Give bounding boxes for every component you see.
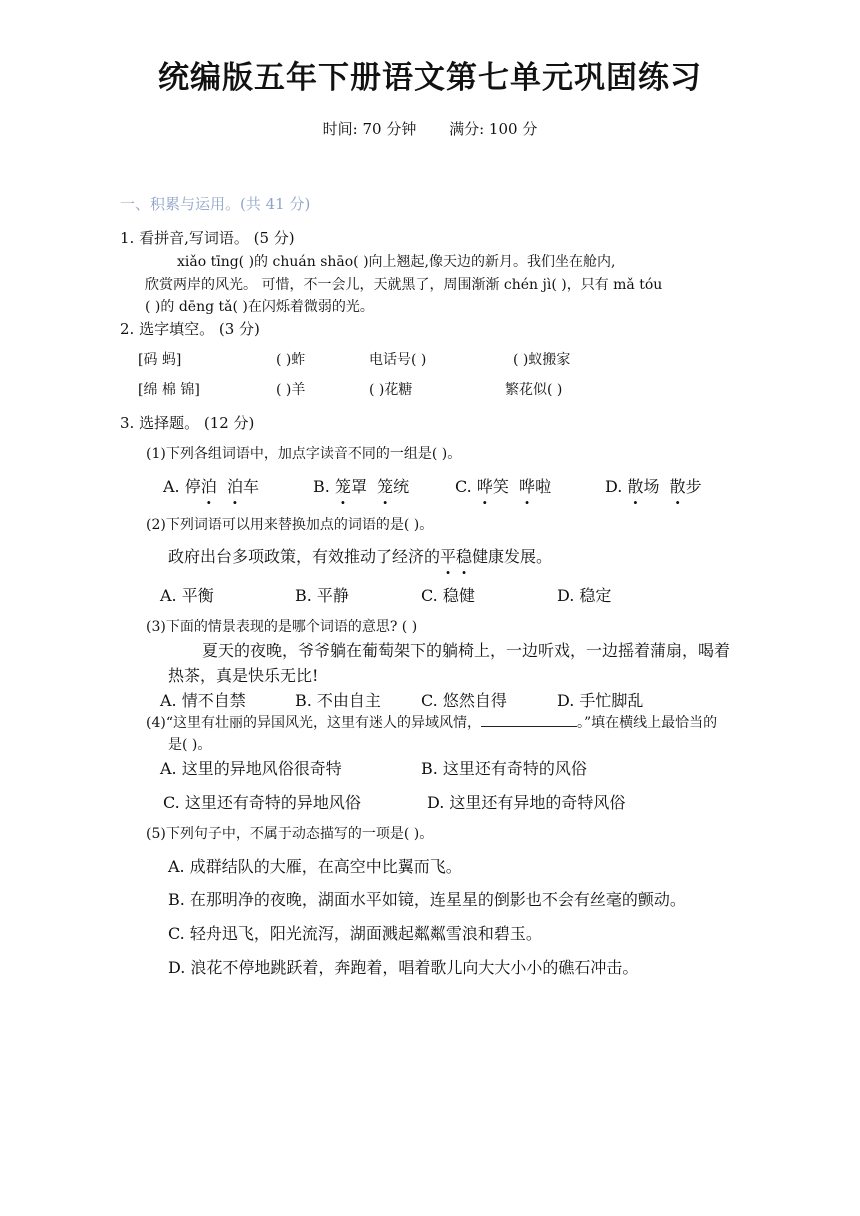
q3-5-option-b: B. 在那明净的夜晚，湖面水平如镜，连星星的倒影也不会有丝毫的颤动。 [168,890,686,909]
exam-meta [0,118,860,139]
q3-2-option-b: B. 平静 [295,586,349,605]
exam-time: 时间: 70 分钟 [322,120,417,138]
q2-row1-b: 电话号( ) [369,352,427,368]
q3-5-option-c: C. 轻舟迅飞，阳光流泻，湖面溅起粼粼雪浪和碧玉。 [168,924,542,943]
q3-2-sentence: 政府出台多项政策，有效推动了经济的平稳健康发展。 [168,547,553,566]
q2-row1-a: ( )蚱 [276,352,306,368]
q3-3-option-b: B. 不由自主 [295,691,381,710]
q1-heading: 1. 看拼音,写词语。 (5 分) [120,229,295,247]
q2-row2-c: 繁花似( ) [505,382,563,398]
q3-3-stem: (3)下面的情景表现的是哪个词语的意思? ( ) [146,619,418,635]
exam-score: 满分: 100 分 [449,120,538,138]
q3-5-option-a: A. 成群结队的大雁，在高空中比翼而飞。 [168,857,462,876]
q3-3-para1: 夏天的夜晚，爷爷躺在葡萄架下的躺椅上，一边听戏，一边摇着蒲扇，喝着 [202,641,731,660]
q1-line1: xiǎo tīng( )的 chuán shāo( )向上翘起,像天边的新月。我们坐在舱内, [177,254,616,270]
q3-2-option-c: C. 稳健 [421,586,475,605]
q1-line2: 欣赏两岸的风光。 可惜，不一会儿，天就黑了，周围渐渐 chén jì( )，只有 mǎ tóu [145,277,663,293]
q3-1-option-d: D. 散场 散步 [605,477,702,496]
q3-3-option-d: D. 手忙脚乱 [557,691,644,710]
q3-1-stem: (1)下列各组词语中，加点字读音不同的一组是( )。 [146,446,462,462]
q3-1-option-b: B. 笼罩 笼统 [313,477,410,496]
q3-4-stem: (4)“这里有壮丽的异国风光，这里有迷人的异域风情， 。”填在横线上最恰当的 [146,715,718,731]
q3-2-option-a: A. 平衡 [160,586,214,605]
q3-4-stem-line2: 是( )。 [168,737,212,753]
answer-blank-line [481,714,577,727]
q3-4-option-a: A. 这里的异地风俗很奇特 [160,759,342,778]
q2-row2-b: ( )花糖 [369,382,413,398]
q3-5-stem: (5)下列句子中，不属于动态描写的一项是( )。 [146,826,434,842]
q2-row1-choices: [码 蚂] [138,352,182,368]
q3-heading: 3. 选择题。 (12 分) [120,414,255,432]
q3-3-option-a: A. 情不自禁 [160,691,246,710]
q3-1-option-c: C. 哗笑 哗啦 [455,477,552,496]
q3-1-option-a: A. 停泊 泊车 [163,477,259,496]
q3-4-option-b: B. 这里还有奇特的风俗 [421,759,587,778]
q3-4-option-c: C. 这里还有奇特的异地风俗 [163,793,361,812]
q3-3-para2: 热茶，真是快乐无比! [168,666,319,685]
section-heading: 一、积累与运用。(共 41 分) [120,195,311,213]
q2-heading: 2. 选字填空。 (3 分) [120,320,260,338]
q3-3-option-c: C. 悠然自得 [421,691,507,710]
q2-row1-c: ( )蚁搬家 [513,352,571,368]
q2-row2-choices: [绵 棉 锦] [138,382,200,398]
q3-5-option-d: D. 浪花不停地跳跃着，奔跑着，唱着歌儿向大大小小的礁石冲击。 [168,958,639,977]
q1-line3: ( )的 dēng tǎ( )在闪烁着微弱的光。 [145,299,374,315]
q2-row2-a: ( )羊 [276,382,306,398]
q3-2-stem: (2)下列词语可以用来替换加点的词语的是( )。 [146,517,434,533]
q3-4-option-d: D. 这里还有异地的奇特风俗 [427,793,626,812]
page-title: 统编版五年下册语文第七单元巩固练习 [158,60,702,96]
q3-2-option-d: D. 稳定 [557,586,612,605]
